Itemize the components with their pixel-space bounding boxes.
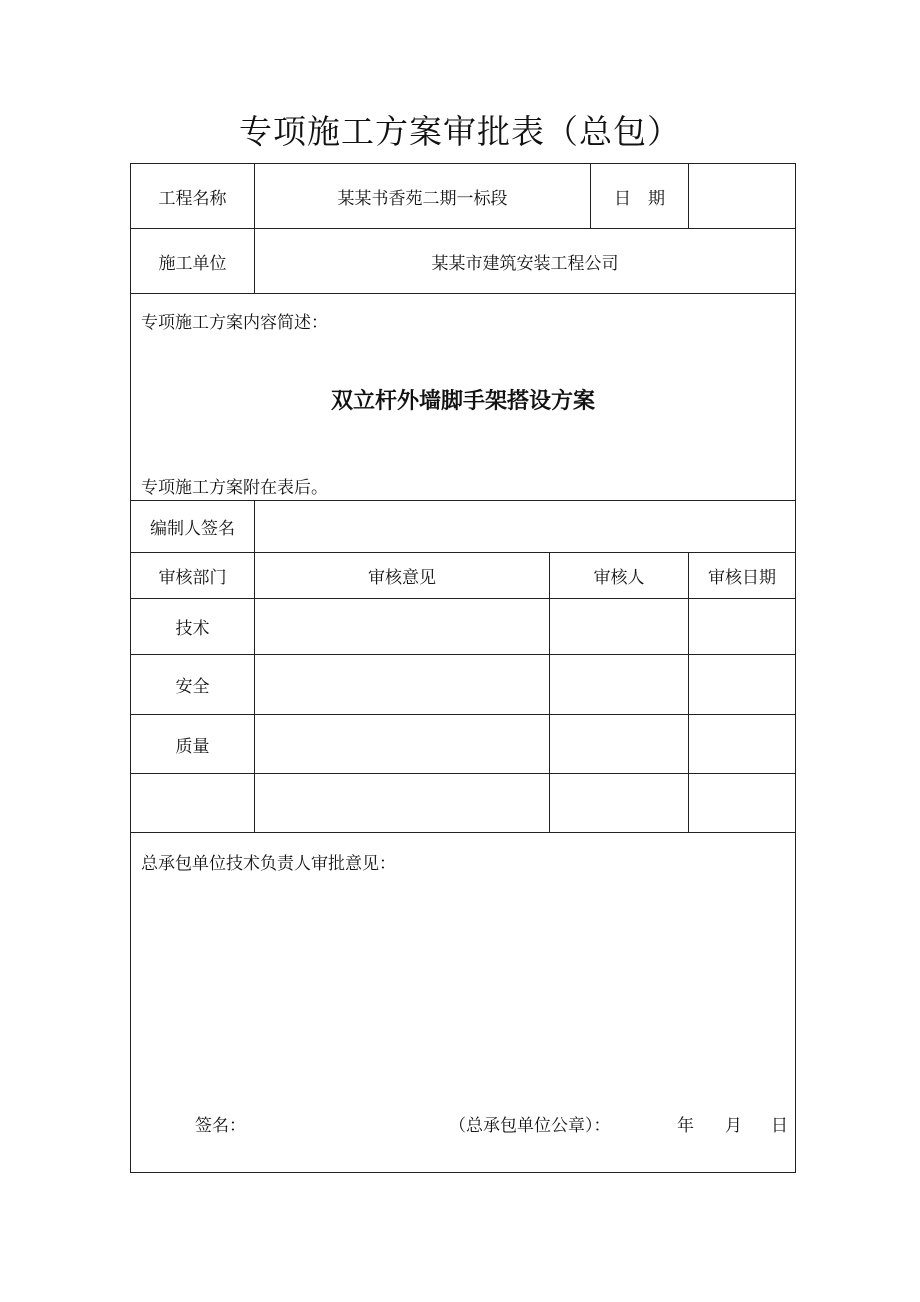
plan-title: 双立杆外墙脚手架搭设方案 xyxy=(330,389,595,414)
header-date: 审核日期 xyxy=(689,553,796,599)
reviewer-cell[interactable] xyxy=(550,599,689,655)
summary-note: 专项施工方案附在表后。 xyxy=(141,478,328,498)
summary-row xyxy=(131,294,796,501)
review-header-row xyxy=(131,553,796,599)
review-date-cell[interactable] xyxy=(689,715,796,774)
review-date-cell[interactable] xyxy=(689,599,796,655)
header-reviewer: 审核人 xyxy=(550,553,689,599)
opinion-cell[interactable] xyxy=(255,655,550,715)
page-title: 专项施工方案审批表（总包） xyxy=(239,112,681,151)
header-dept: 审核部门 xyxy=(131,553,255,599)
table-row xyxy=(131,715,796,774)
table-row xyxy=(131,599,796,655)
date-label: 日 期 xyxy=(591,164,689,229)
project-name-label: 工程名称 xyxy=(131,164,255,229)
review-date-cell[interactable] xyxy=(689,774,796,833)
review-date-cell[interactable] xyxy=(689,655,796,715)
approval-form-table xyxy=(130,163,796,1173)
project-name-value: 某某书香苑二期一标段 xyxy=(255,164,591,229)
reviewer-cell[interactable] xyxy=(550,774,689,833)
reviewer-cell[interactable] xyxy=(550,715,689,774)
table-row xyxy=(131,774,796,833)
dept-cell: 技术 xyxy=(131,599,255,655)
preparer-row xyxy=(131,501,796,553)
preparer-label: 编制人签名 xyxy=(131,501,255,553)
preparer-signature[interactable] xyxy=(255,501,796,553)
year-label: 年 xyxy=(677,1116,694,1136)
date-value[interactable] xyxy=(689,164,796,229)
approval-label: 总承包单位技术负责人审批意见： xyxy=(141,854,396,874)
opinion-cell[interactable] xyxy=(255,774,550,833)
reviewer-cell[interactable] xyxy=(550,655,689,715)
approval-row xyxy=(131,833,796,1173)
contractor-row xyxy=(131,229,796,294)
approval-cell[interactable] xyxy=(131,833,796,1173)
dept-cell: 质量 xyxy=(131,715,255,774)
table-row xyxy=(131,655,796,715)
dept-cell[interactable] xyxy=(131,774,255,833)
opinion-cell[interactable] xyxy=(255,715,550,774)
day-label: 日 xyxy=(771,1116,788,1136)
contractor-label: 施工单位 xyxy=(131,229,255,294)
month-label: 月 xyxy=(725,1116,742,1136)
summary-cell xyxy=(131,294,796,501)
sign-label: 签名： xyxy=(195,1116,246,1136)
dept-cell: 安全 xyxy=(131,655,255,715)
header-opinion: 审核意见 xyxy=(255,553,550,599)
summary-label: 专项施工方案内容简述： xyxy=(141,313,328,333)
contractor-value: 某某市建筑安装工程公司 xyxy=(255,229,796,294)
project-row xyxy=(131,164,796,229)
seal-label: （总承包单位公章）： xyxy=(449,1116,611,1136)
opinion-cell[interactable] xyxy=(255,599,550,655)
